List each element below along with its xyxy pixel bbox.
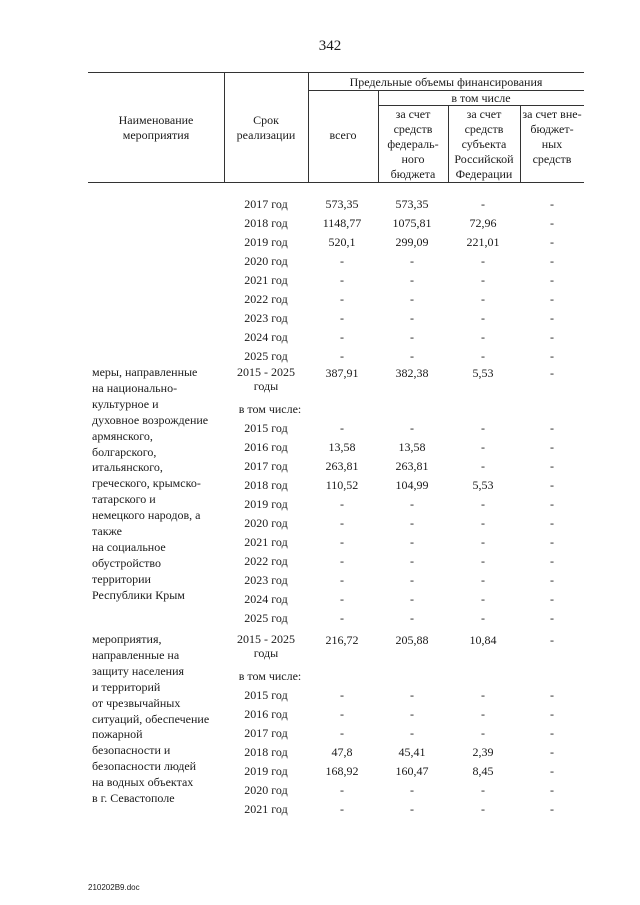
row-subject: - bbox=[481, 535, 485, 549]
row-extra: - bbox=[550, 421, 554, 435]
row-federal: - bbox=[410, 554, 414, 568]
summary-term: 2015 - 2025 годы bbox=[237, 632, 295, 660]
measure-name-line: на социальное bbox=[92, 539, 166, 554]
measure-name-line: безопасности и bbox=[92, 743, 171, 758]
row-term: 2018 год bbox=[244, 478, 288, 492]
row-total: - bbox=[340, 254, 344, 268]
measure-name-line: защиту населения bbox=[92, 663, 185, 678]
col-divider-5 bbox=[520, 105, 521, 182]
row-total: - bbox=[340, 349, 344, 363]
row-subject: - bbox=[481, 459, 485, 473]
col-divider-2 bbox=[308, 72, 309, 182]
row-total: 110,52 bbox=[325, 478, 359, 492]
header-including: в том числе bbox=[451, 91, 511, 105]
summary-federal: 205,88 bbox=[395, 633, 429, 647]
row-total: - bbox=[340, 497, 344, 511]
row-total: - bbox=[340, 573, 344, 587]
row-extra: - bbox=[550, 273, 554, 287]
header-top-rule bbox=[88, 72, 584, 73]
row-total: 1148,77 bbox=[322, 216, 362, 230]
measure-name-line: армянского, bbox=[92, 428, 153, 443]
row-subject: 2,39 bbox=[472, 745, 494, 759]
row-total: 168,92 bbox=[325, 764, 359, 778]
header-funding: Предельные объемы финансирования bbox=[349, 75, 543, 89]
row-federal: - bbox=[410, 535, 414, 549]
row-extra: - bbox=[550, 254, 554, 268]
row-federal: - bbox=[410, 688, 414, 702]
row-federal: - bbox=[410, 592, 414, 606]
row-total: - bbox=[340, 611, 344, 625]
row-extra: - bbox=[550, 235, 554, 249]
row-subject: - bbox=[481, 330, 485, 344]
row-total: 573,35 bbox=[325, 197, 359, 211]
row-extra: - bbox=[550, 783, 554, 797]
row-term: 2017 год bbox=[244, 197, 288, 211]
row-extra: - bbox=[550, 592, 554, 606]
row-federal: - bbox=[410, 330, 414, 344]
row-extra: - bbox=[550, 688, 554, 702]
measure-name-line: итальянского, bbox=[92, 460, 163, 475]
measure-name-line: ситуаций, обеспечение bbox=[92, 711, 210, 726]
row-extra: - bbox=[550, 726, 554, 740]
row-extra: - bbox=[550, 611, 554, 625]
measure-name-line: меры, направленные bbox=[92, 365, 198, 379]
header-term: Срок реализации bbox=[236, 113, 296, 142]
row-term: 2019 год bbox=[244, 764, 288, 778]
row-federal: - bbox=[410, 349, 414, 363]
row-subject: - bbox=[481, 611, 485, 625]
measure-name-line: культурное и bbox=[92, 396, 159, 411]
header-total: всего bbox=[329, 128, 357, 142]
measure-name-line: направленные на bbox=[92, 647, 180, 662]
row-total: - bbox=[340, 726, 344, 740]
row-subject: - bbox=[481, 726, 485, 740]
row-total: - bbox=[340, 311, 344, 325]
measure-name-line: в г. Севастополе bbox=[92, 791, 175, 805]
row-term: 2020 год bbox=[244, 783, 288, 797]
row-term: 2019 год bbox=[244, 235, 288, 249]
row-total: - bbox=[340, 330, 344, 344]
measure-name-line: безопасности людей bbox=[92, 759, 197, 774]
row-federal: - bbox=[410, 421, 414, 435]
row-term: 2018 год bbox=[244, 216, 288, 230]
row-term: 2017 год bbox=[244, 726, 288, 740]
header-subject: за счет средств субъекта Российской Федерации bbox=[454, 107, 514, 181]
row-total: - bbox=[340, 707, 344, 721]
row-subject: - bbox=[481, 349, 485, 363]
col-divider-1 bbox=[224, 72, 225, 182]
row-subject: 221,01 bbox=[466, 235, 500, 249]
row-federal: 1075,81 bbox=[392, 216, 432, 230]
row-term: 2025 год bbox=[244, 611, 288, 625]
row-term: 2022 год bbox=[244, 292, 288, 306]
row-federal: - bbox=[410, 273, 414, 287]
summary-term: 2015 - 2025 годы bbox=[237, 365, 295, 393]
row-total: - bbox=[340, 554, 344, 568]
row-subject: - bbox=[481, 421, 485, 435]
row-subject: - bbox=[481, 516, 485, 530]
summary-subject: 5,53 bbox=[472, 366, 494, 380]
row-extra: - bbox=[550, 745, 554, 759]
row-total: 520,1 bbox=[328, 235, 356, 249]
measure-name-line: болгарского, bbox=[92, 444, 157, 459]
row-total: 47,8 bbox=[331, 745, 353, 759]
row-federal: 573,35 bbox=[395, 197, 429, 211]
measure-name-line: также bbox=[92, 524, 123, 538]
measure-name-line: от чрезвычайных bbox=[92, 695, 181, 710]
row-extra: - bbox=[550, 573, 554, 587]
row-subject: 72,96 bbox=[469, 216, 497, 230]
row-term: 2015 год bbox=[244, 688, 288, 702]
row-subject: - bbox=[481, 273, 485, 287]
row-extra: - bbox=[550, 330, 554, 344]
measure-name-line: на национально- bbox=[92, 380, 178, 395]
measure-name-line: территории bbox=[92, 571, 151, 586]
row-federal: - bbox=[410, 311, 414, 325]
header-extrabudget: за счет вне-бюджет-ных средств bbox=[522, 107, 582, 166]
measure-name-line: духовное возрождение bbox=[92, 412, 209, 427]
measure-name-line: пожарной bbox=[92, 727, 143, 742]
row-term: 2020 год bbox=[244, 516, 288, 530]
col-divider-4 bbox=[448, 105, 449, 182]
row-term: 2024 год bbox=[244, 330, 288, 344]
row-extra: - bbox=[550, 216, 554, 230]
row-federal: - bbox=[410, 802, 414, 816]
row-term: 2016 год bbox=[244, 707, 288, 721]
row-extra: - bbox=[550, 349, 554, 363]
row-subject: - bbox=[481, 254, 485, 268]
row-total: - bbox=[340, 688, 344, 702]
row-federal: - bbox=[410, 516, 414, 530]
row-total: - bbox=[340, 421, 344, 435]
row-term: 2015 год bbox=[244, 421, 288, 435]
row-federal: 104,99 bbox=[395, 478, 429, 492]
row-subject: 5,53 bbox=[472, 478, 494, 492]
header-name: Наименование мероприятия bbox=[118, 113, 194, 142]
row-subject: - bbox=[481, 554, 485, 568]
row-total: - bbox=[340, 783, 344, 797]
measure-name-line: немецкого народов, а bbox=[92, 508, 201, 523]
summary-total: 387,91 bbox=[325, 366, 359, 380]
row-federal: - bbox=[410, 707, 414, 721]
row-federal: 45,41 bbox=[398, 745, 426, 759]
row-extra: - bbox=[550, 311, 554, 325]
row-subject: - bbox=[481, 292, 485, 306]
row-total: - bbox=[340, 273, 344, 287]
row-term: 2023 год bbox=[244, 311, 288, 325]
row-extra: - bbox=[550, 554, 554, 568]
measure-name-line: Республики Крым bbox=[92, 587, 185, 602]
row-term: 2021 год bbox=[244, 273, 288, 287]
row-extra: - bbox=[550, 197, 554, 211]
row-extra: - bbox=[550, 516, 554, 530]
row-total: - bbox=[340, 592, 344, 606]
row-term: 2020 год bbox=[244, 254, 288, 268]
row-term: 2022 год bbox=[244, 554, 288, 568]
row-subject: 8,45 bbox=[472, 764, 494, 778]
row-extra: - bbox=[550, 478, 554, 492]
row-term: 2021 год bbox=[244, 535, 288, 549]
measure-name-line: греческого, крымско- bbox=[92, 476, 201, 491]
summary-extra: - bbox=[550, 366, 554, 380]
row-subject: - bbox=[481, 497, 485, 511]
row-total: - bbox=[340, 535, 344, 549]
row-extra: - bbox=[550, 707, 554, 721]
row-subject: - bbox=[481, 783, 485, 797]
row-subject: - bbox=[481, 197, 485, 211]
row-term: 2021 год bbox=[244, 802, 288, 816]
summary-federal: 382,38 bbox=[395, 366, 429, 380]
row-total: - bbox=[340, 516, 344, 530]
row-extra: - bbox=[550, 497, 554, 511]
row-extra: - bbox=[550, 535, 554, 549]
row-subject: - bbox=[481, 573, 485, 587]
summary-subject: 10,84 bbox=[469, 633, 497, 647]
row-term: 2018 год bbox=[244, 745, 288, 759]
row-federal: - bbox=[410, 254, 414, 268]
measure-name-line: обустройство bbox=[92, 555, 161, 570]
measure-name-line: и территорий bbox=[92, 679, 161, 694]
row-federal: - bbox=[410, 611, 414, 625]
summary-total: 216,72 bbox=[325, 633, 359, 647]
row-term: 2019 год bbox=[244, 497, 288, 511]
row-subject: - bbox=[481, 707, 485, 721]
including-label: в том числе: bbox=[238, 402, 302, 416]
row-federal: 13,58 bbox=[398, 440, 426, 454]
row-federal: 299,09 bbox=[395, 235, 429, 249]
row-federal: - bbox=[410, 497, 414, 511]
row-subject: - bbox=[481, 311, 485, 325]
row-federal: - bbox=[410, 573, 414, 587]
row-total: - bbox=[340, 292, 344, 306]
header-federal: за счет средств федераль-ного бюджета bbox=[387, 107, 439, 181]
row-term: 2025 год bbox=[244, 349, 288, 363]
row-term: 2024 год bbox=[244, 592, 288, 606]
measure-name-line: на водных объектах bbox=[92, 775, 194, 790]
row-total: 263,81 bbox=[325, 459, 359, 473]
row-subject: - bbox=[481, 802, 485, 816]
summary-extra: - bbox=[550, 633, 554, 647]
measure-name-line: татарского и bbox=[92, 492, 156, 507]
measure-name-line: мероприятия, bbox=[92, 632, 162, 646]
row-subject: - bbox=[481, 592, 485, 606]
row-federal: - bbox=[410, 726, 414, 740]
row-subject: - bbox=[481, 688, 485, 702]
footer-code: 210202B9.doc bbox=[88, 883, 140, 892]
including-label: в том числе: bbox=[238, 669, 302, 683]
row-extra: - bbox=[550, 764, 554, 778]
row-subject: - bbox=[481, 440, 485, 454]
row-term: 2016 год bbox=[244, 440, 288, 454]
row-federal: - bbox=[410, 783, 414, 797]
row-total: 13,58 bbox=[328, 440, 356, 454]
row-term: 2023 год bbox=[244, 573, 288, 587]
row-extra: - bbox=[550, 459, 554, 473]
header-bottom-rule bbox=[88, 182, 584, 183]
row-extra: - bbox=[550, 802, 554, 816]
row-federal: 263,81 bbox=[395, 459, 429, 473]
row-total: - bbox=[340, 802, 344, 816]
row-federal: 160,47 bbox=[395, 764, 429, 778]
row-federal: - bbox=[410, 292, 414, 306]
row-term: 2017 год bbox=[244, 459, 288, 473]
page-number: 342 bbox=[318, 38, 342, 54]
col-divider-3 bbox=[378, 90, 379, 182]
row-extra: - bbox=[550, 292, 554, 306]
row-extra: - bbox=[550, 440, 554, 454]
